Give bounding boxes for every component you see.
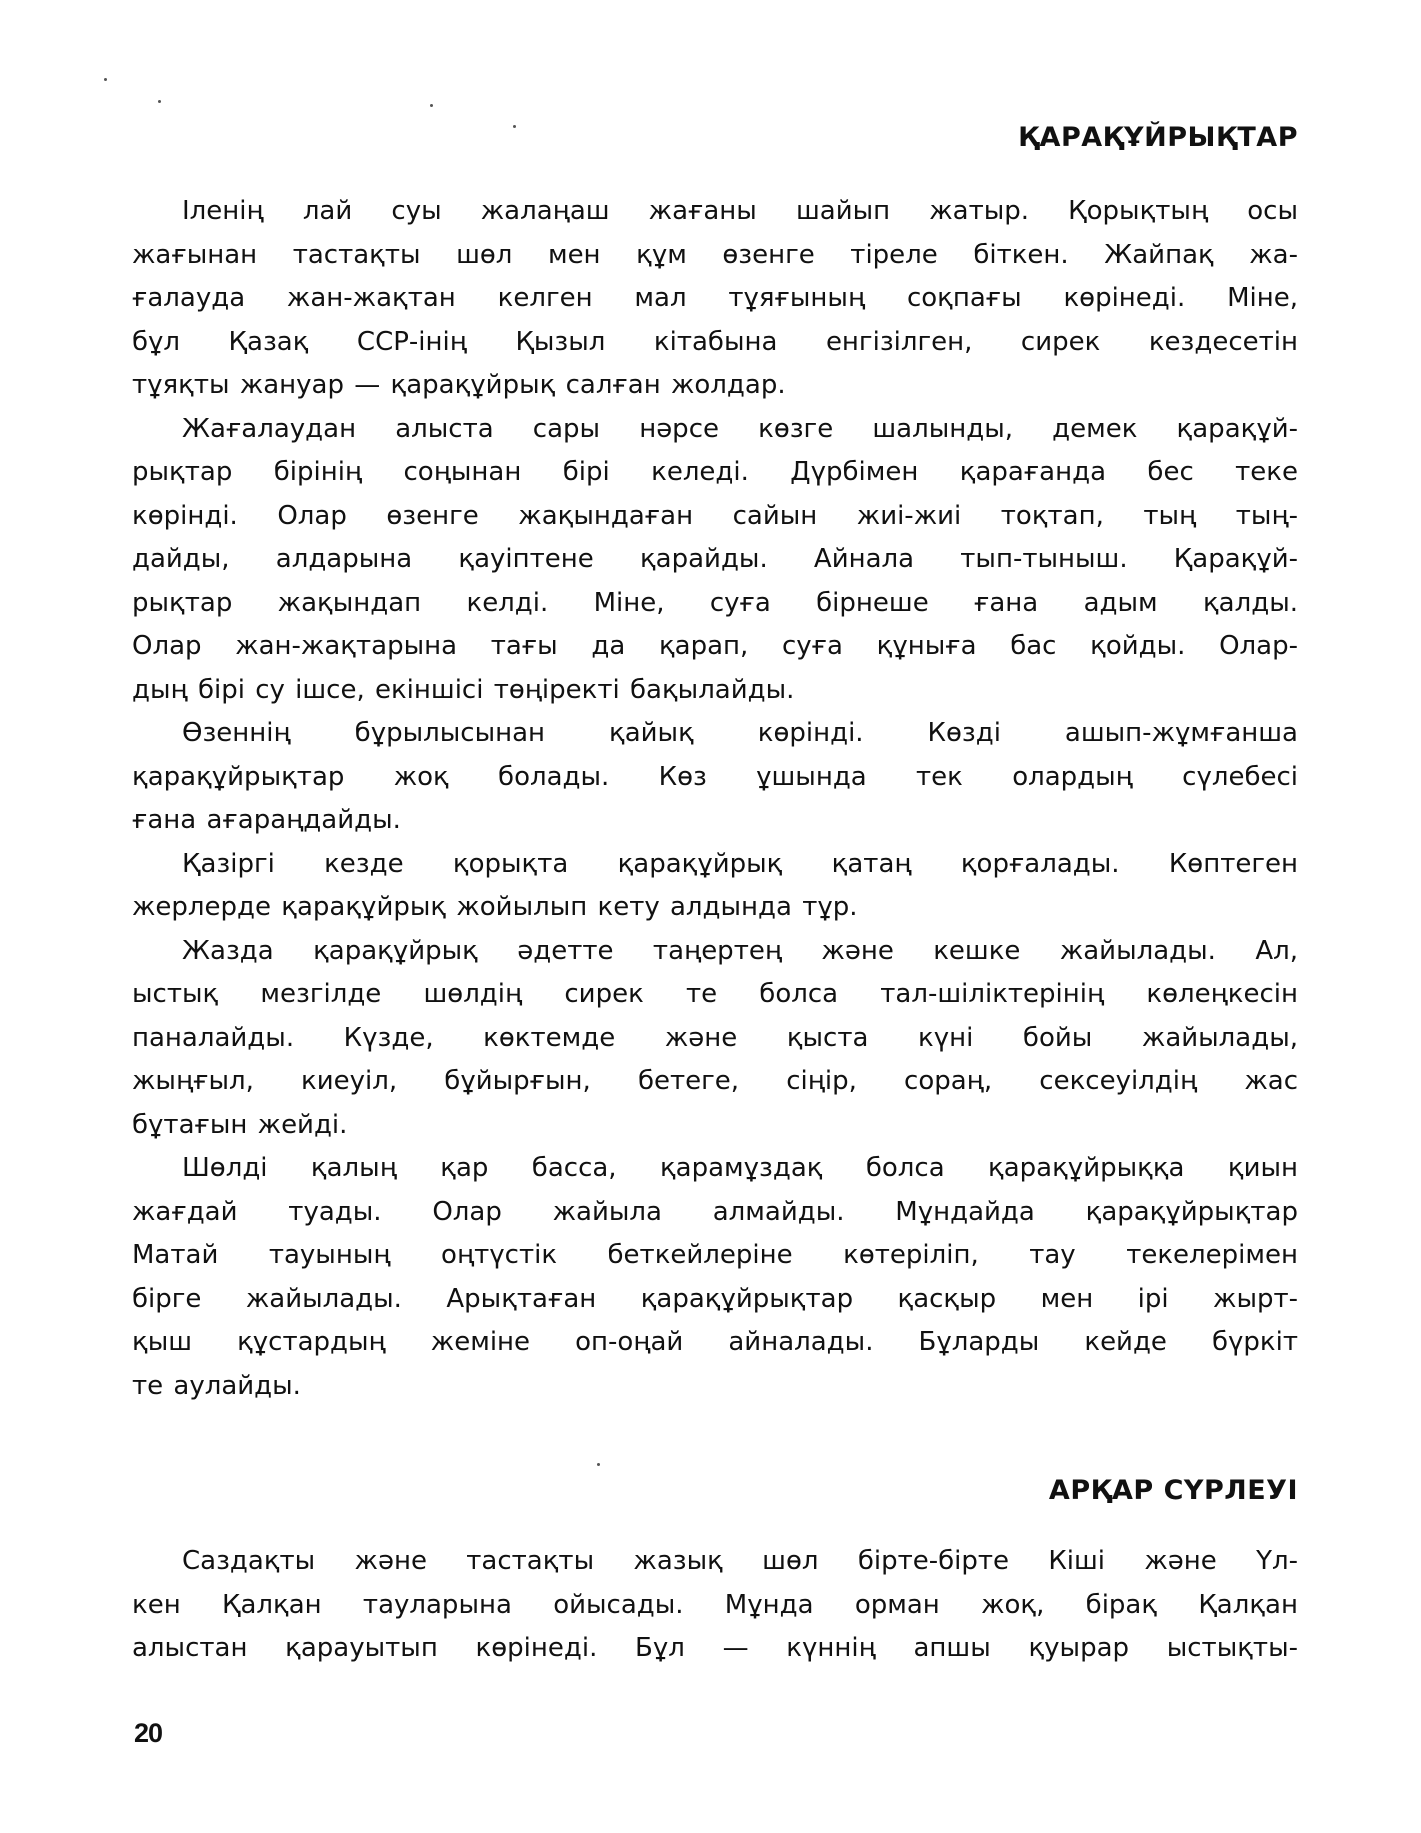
text-line: паналайды. Күзде, көктемде және қыста күні бойы жайылады, [132, 1022, 1298, 1053]
text-line: Іленің лай суы жалаңаш жағаны шайып жатыр. Қорықтың осы [182, 196, 1298, 226]
text-line: тұяқты жануар — қарақұйрық салған жолдар. [132, 370, 786, 400]
text-line: кен Қалқан тауларына ойысады. Мұнда орман жоқ, бірақ Қалқан [132, 1589, 1298, 1620]
text-line: алыстан қарауытып көрінеді. Бұл — күннің апшы қуырар ыстықты- [132, 1633, 1298, 1663]
section-heading: ҚАРАҚҰЙРЫҚТАР [1018, 122, 1298, 153]
book-page [132, 0, 1298, 1833]
scan-speck [430, 104, 433, 107]
text-line: те аулайды. [132, 1370, 301, 1401]
text-line: көрінді. Олар өзенге жақындаған сайын жиі-жиі тоқтап, тың тың- [132, 500, 1298, 531]
text-line: рықтар жақындап келді. Міне, суға бірнеше ғана адым қалды. [132, 587, 1298, 618]
text-line: Жазда қарақұйрық әдетте таңертең және кешке жайылады. Ал, [182, 935, 1298, 966]
section-heading: АРҚАР СҮРЛЕУІ [1048, 1475, 1298, 1506]
text-line: жағдай туады. Олар жайыла алмайды. Мұндайда қарақұйрықтар [132, 1196, 1298, 1227]
scan-speck [158, 100, 161, 103]
text-line: ғана ағараңдайды. [132, 805, 401, 835]
text-line: дың бірі су ішсе, екіншісі төңіректі бақылайды. [132, 674, 795, 705]
text-line: Шөлді қалың қар басса, қарамұздақ болса қарақұйрыққа қиын [182, 1153, 1298, 1183]
text-line: рықтар бірінің соңынан бірі келеді. Дүрбімен қарағанда бес теке [132, 457, 1298, 487]
text-line: қарақұйрықтар жоқ болады. Көз ұшында тек олардың сүлебесі [132, 761, 1298, 792]
text-line: Қазіргі кезде қорықта қарақұйрық қатаң қорғалады. Көптеген [182, 848, 1298, 879]
text-line: бұтағын жейді. [132, 1109, 348, 1140]
text-line: Жағалаудан алыста сары нәрсе көзге шалынды, демек қарақұй- [182, 413, 1298, 444]
section-body [132, 190, 1298, 1408]
section-body [132, 1540, 1298, 1671]
text-line: Өзеннің бұрылысынан қайық көрінді. Көзді ашып-жұмғанша [182, 718, 1298, 748]
text-line: Саздақты және тастақты жазық шөл бірте-бірте Кіші және Үл- [182, 1546, 1298, 1576]
text-line: жағынан тастақты шөл мен құм өзенге тіреле біткен. Жайпақ жа- [132, 239, 1298, 270]
text-line: ыстық мезгілде шөлдің сирек те болса тал-шіліктерінің көлеңкесін [132, 979, 1298, 1009]
page-number: 20 [134, 1718, 163, 1748]
text-line: жыңғыл, киеуіл, бұйырғын, бетеге, сіңір, сораң, сексеуілдің жас [132, 1066, 1298, 1096]
text-line: Матай тауының оңтүстік беткейлеріне көтеріліп, тау текелерімен [132, 1240, 1298, 1270]
text-line: дайды, алдарына қауіптене қарайды. Айнала тып-тыныш. Қарақұй- [132, 544, 1298, 574]
text-line: ғалауда жан-жақтан келген мал тұяғының соқпағы көрінеді. Міне, [132, 283, 1298, 313]
text-line: бірге жайылады. Арықтаған қарақұйрықтар қасқыр мен ірі жырт- [132, 1283, 1298, 1314]
text-line: Олар жан-жақтарына тағы да қарап, суға құныға бас қойды. Олар- [132, 631, 1298, 661]
scan-speck [513, 125, 516, 128]
text-line: жерлерде қарақұйрық жойылып кету алдында тұр. [132, 892, 858, 922]
scan-speck [597, 1463, 600, 1466]
scan-speck [104, 78, 107, 81]
text-line: бұл Қазақ ССР-інің Қызыл кітабына енгізілген, сирек кездесетін [132, 326, 1298, 357]
text-line: қыш құстардың жеміне оп-оңай айналады. Бұларды кейде бүркіт [132, 1327, 1298, 1357]
